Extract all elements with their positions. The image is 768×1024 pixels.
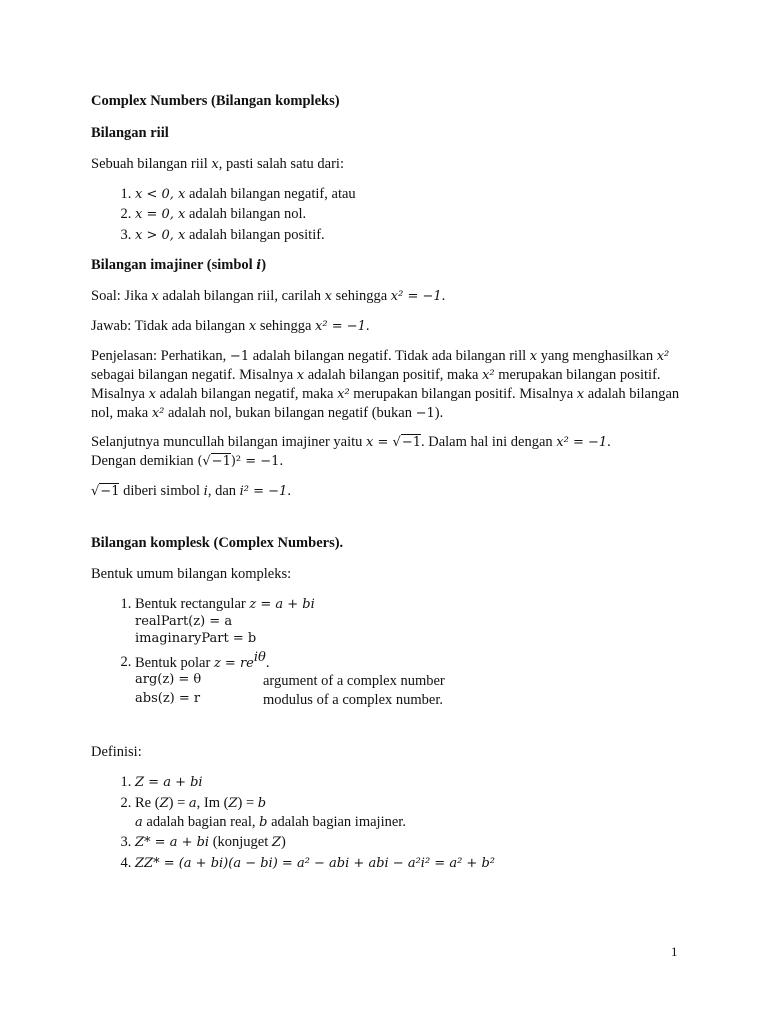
math-var: x bbox=[529, 348, 538, 364]
definisi-list bbox=[91, 773, 691, 873]
heading-bilangan-imajiner bbox=[91, 256, 691, 275]
text: Penjelasan: Perhatikan, bbox=[91, 347, 230, 364]
text: Bentuk polar bbox=[135, 654, 214, 671]
text: . bbox=[265, 654, 270, 671]
text: ) = bbox=[168, 794, 189, 811]
text: adalah nol, bukan bilangan negatif (bukan bbox=[164, 404, 416, 421]
math-var: x bbox=[151, 289, 159, 305]
text: Dengan demikian bbox=[91, 453, 198, 470]
text: Re ( bbox=[135, 794, 160, 811]
text: Bentuk rectangular bbox=[135, 595, 250, 612]
text: merupakan bilangan positif. Misalnya bbox=[91, 366, 661, 402]
text: . bbox=[607, 434, 611, 451]
math-exponent: iθ bbox=[253, 649, 266, 665]
math: x² bbox=[656, 348, 670, 364]
math: −1 bbox=[415, 405, 435, 421]
math-var: i bbox=[203, 484, 208, 500]
document-title: Complex Numbers (Bilangan kompleks) bbox=[91, 93, 340, 109]
jawab-paragraph bbox=[91, 317, 691, 336]
text: , pasti salah satu dari: bbox=[218, 155, 344, 172]
math: x > 0, x bbox=[135, 228, 186, 244]
bentuk-intro: Bentuk umum bilangan kompleks: bbox=[91, 566, 292, 582]
abs-row bbox=[135, 691, 691, 710]
text: . bbox=[287, 483, 291, 500]
math: (√ bbox=[197, 454, 211, 470]
spacer bbox=[91, 512, 691, 534]
math-var: i bbox=[256, 258, 262, 274]
text: adalah bilangan riil, carilah bbox=[158, 288, 325, 305]
math-var: Z bbox=[159, 795, 169, 811]
text: adalah bagian imajiner. bbox=[267, 813, 406, 830]
arg-row bbox=[135, 672, 691, 691]
math: ZZ* = (a + bi)(a − bi) = a² − abi + abi − a²i² = a² + b² bbox=[135, 856, 495, 872]
definisi-heading: Definisi: bbox=[91, 743, 142, 760]
list-item bbox=[135, 773, 691, 792]
math: x² bbox=[482, 367, 495, 383]
math: x < 0, x bbox=[135, 186, 186, 202]
text: . bbox=[365, 318, 370, 335]
math-radicand: −1 bbox=[100, 484, 120, 500]
text: adalah bilangan nol. bbox=[185, 206, 307, 223]
penjelasan-paragraph bbox=[91, 347, 691, 423]
text: sehingga bbox=[256, 318, 316, 335]
math-var: x bbox=[211, 156, 219, 172]
math: Z* = a + bi bbox=[135, 835, 210, 851]
list-item bbox=[135, 595, 691, 648]
abs-formula: abs(z) = r bbox=[135, 691, 201, 707]
text: Sebuah bilangan riil bbox=[91, 155, 212, 172]
text: ). bbox=[434, 404, 444, 421]
list-item bbox=[135, 854, 691, 873]
imaginary-part-formula: imaginaryPart = b bbox=[135, 630, 257, 646]
text: yang menghasilkan bbox=[537, 347, 657, 364]
math: −1 bbox=[229, 348, 250, 364]
text: (konjuget bbox=[209, 834, 272, 851]
math-var: a bbox=[135, 814, 143, 830]
list-item bbox=[135, 794, 691, 832]
list-item bbox=[135, 650, 691, 710]
math: x = 0, x bbox=[135, 207, 186, 223]
text: Bilangan imajiner (simbol bbox=[91, 257, 257, 274]
math-var: Z bbox=[228, 795, 238, 811]
text: diberi simbol bbox=[119, 483, 204, 500]
text: adalah bilangan negatif. Tidak ada bilangan rill bbox=[249, 347, 530, 364]
text: adalah bilangan nol, maka bbox=[91, 385, 680, 421]
text: adalah bilangan negatif, atau bbox=[185, 185, 356, 202]
arg-formula: arg(z) = θ bbox=[135, 672, 202, 688]
math-var: x bbox=[324, 289, 332, 305]
text: Jawab: Tidak ada bilangan bbox=[91, 318, 249, 335]
math-var: x bbox=[296, 367, 305, 383]
math: )² = −1 bbox=[230, 454, 280, 470]
math-var: b bbox=[259, 814, 268, 830]
text: Soal: Jika bbox=[91, 288, 152, 305]
math-radicand: −1 bbox=[211, 454, 231, 470]
list-item bbox=[135, 833, 691, 852]
math-var: x bbox=[148, 386, 156, 402]
text: ) bbox=[280, 834, 286, 851]
math-var: Z bbox=[271, 835, 281, 851]
math: i² = −1 bbox=[239, 484, 288, 500]
math-var: x bbox=[576, 386, 585, 402]
math-var: b bbox=[257, 795, 267, 811]
heading-bilangan-riil: Bilangan riil bbox=[91, 124, 169, 141]
bentuk-list bbox=[91, 595, 691, 710]
math-var: x bbox=[248, 319, 257, 335]
text: adalah bilangan positif. bbox=[185, 227, 325, 244]
selanjutnya-paragraph bbox=[91, 433, 691, 471]
math: z = a + bi bbox=[249, 596, 315, 612]
text: Selanjutnya muncullah bilangan imajiner yaitu bbox=[91, 434, 367, 451]
math: x = √ bbox=[366, 435, 401, 451]
riil-list bbox=[91, 185, 691, 246]
real-part-formula: realPart(z) = a bbox=[135, 613, 233, 629]
text: , dan bbox=[207, 483, 240, 500]
math: x² bbox=[151, 405, 165, 421]
text: ) = bbox=[237, 794, 258, 811]
text: sebagai bilangan negatif. Misalnya bbox=[91, 366, 297, 383]
math: √ bbox=[91, 484, 100, 500]
list-item bbox=[135, 205, 691, 224]
text: . bbox=[279, 453, 284, 470]
text: ) bbox=[261, 257, 267, 274]
math: x² bbox=[337, 386, 350, 402]
text: merupakan bilangan positif. Misalnya bbox=[349, 385, 577, 402]
math: x² = −1 bbox=[556, 435, 608, 451]
math: z = re bbox=[213, 655, 254, 671]
riil-intro bbox=[91, 155, 691, 174]
math: x² = −1 bbox=[315, 319, 366, 335]
definisi-sub-line bbox=[135, 813, 691, 832]
spacer bbox=[91, 721, 691, 743]
math-radicand: −1 bbox=[401, 435, 421, 451]
math-var: a bbox=[188, 795, 197, 811]
text: adalah bilangan positif, maka bbox=[304, 366, 483, 383]
soal-paragraph bbox=[91, 287, 691, 306]
page-number: 1 bbox=[671, 944, 678, 959]
text: . Dalam hal ini dengan bbox=[420, 434, 557, 451]
list-item bbox=[135, 185, 691, 204]
text: adalah bagian real, bbox=[142, 813, 260, 830]
text: sehingga bbox=[331, 288, 391, 305]
heading-bilangan-komplesk: Bilangan komplesk (Complex Numbers). bbox=[91, 535, 344, 552]
text: . bbox=[441, 288, 446, 305]
list-item bbox=[135, 226, 691, 245]
document-page bbox=[91, 92, 691, 884]
math: x² = −1 bbox=[390, 289, 442, 305]
abs-description: modulus of a complex number. bbox=[263, 692, 444, 709]
arg-description: argument of a complex number bbox=[263, 673, 445, 690]
math: Z = a + bi bbox=[135, 774, 203, 790]
text: , Im ( bbox=[196, 794, 229, 811]
text: adalah bilangan negatif, maka bbox=[155, 385, 338, 402]
simbol-paragraph bbox=[91, 482, 691, 501]
